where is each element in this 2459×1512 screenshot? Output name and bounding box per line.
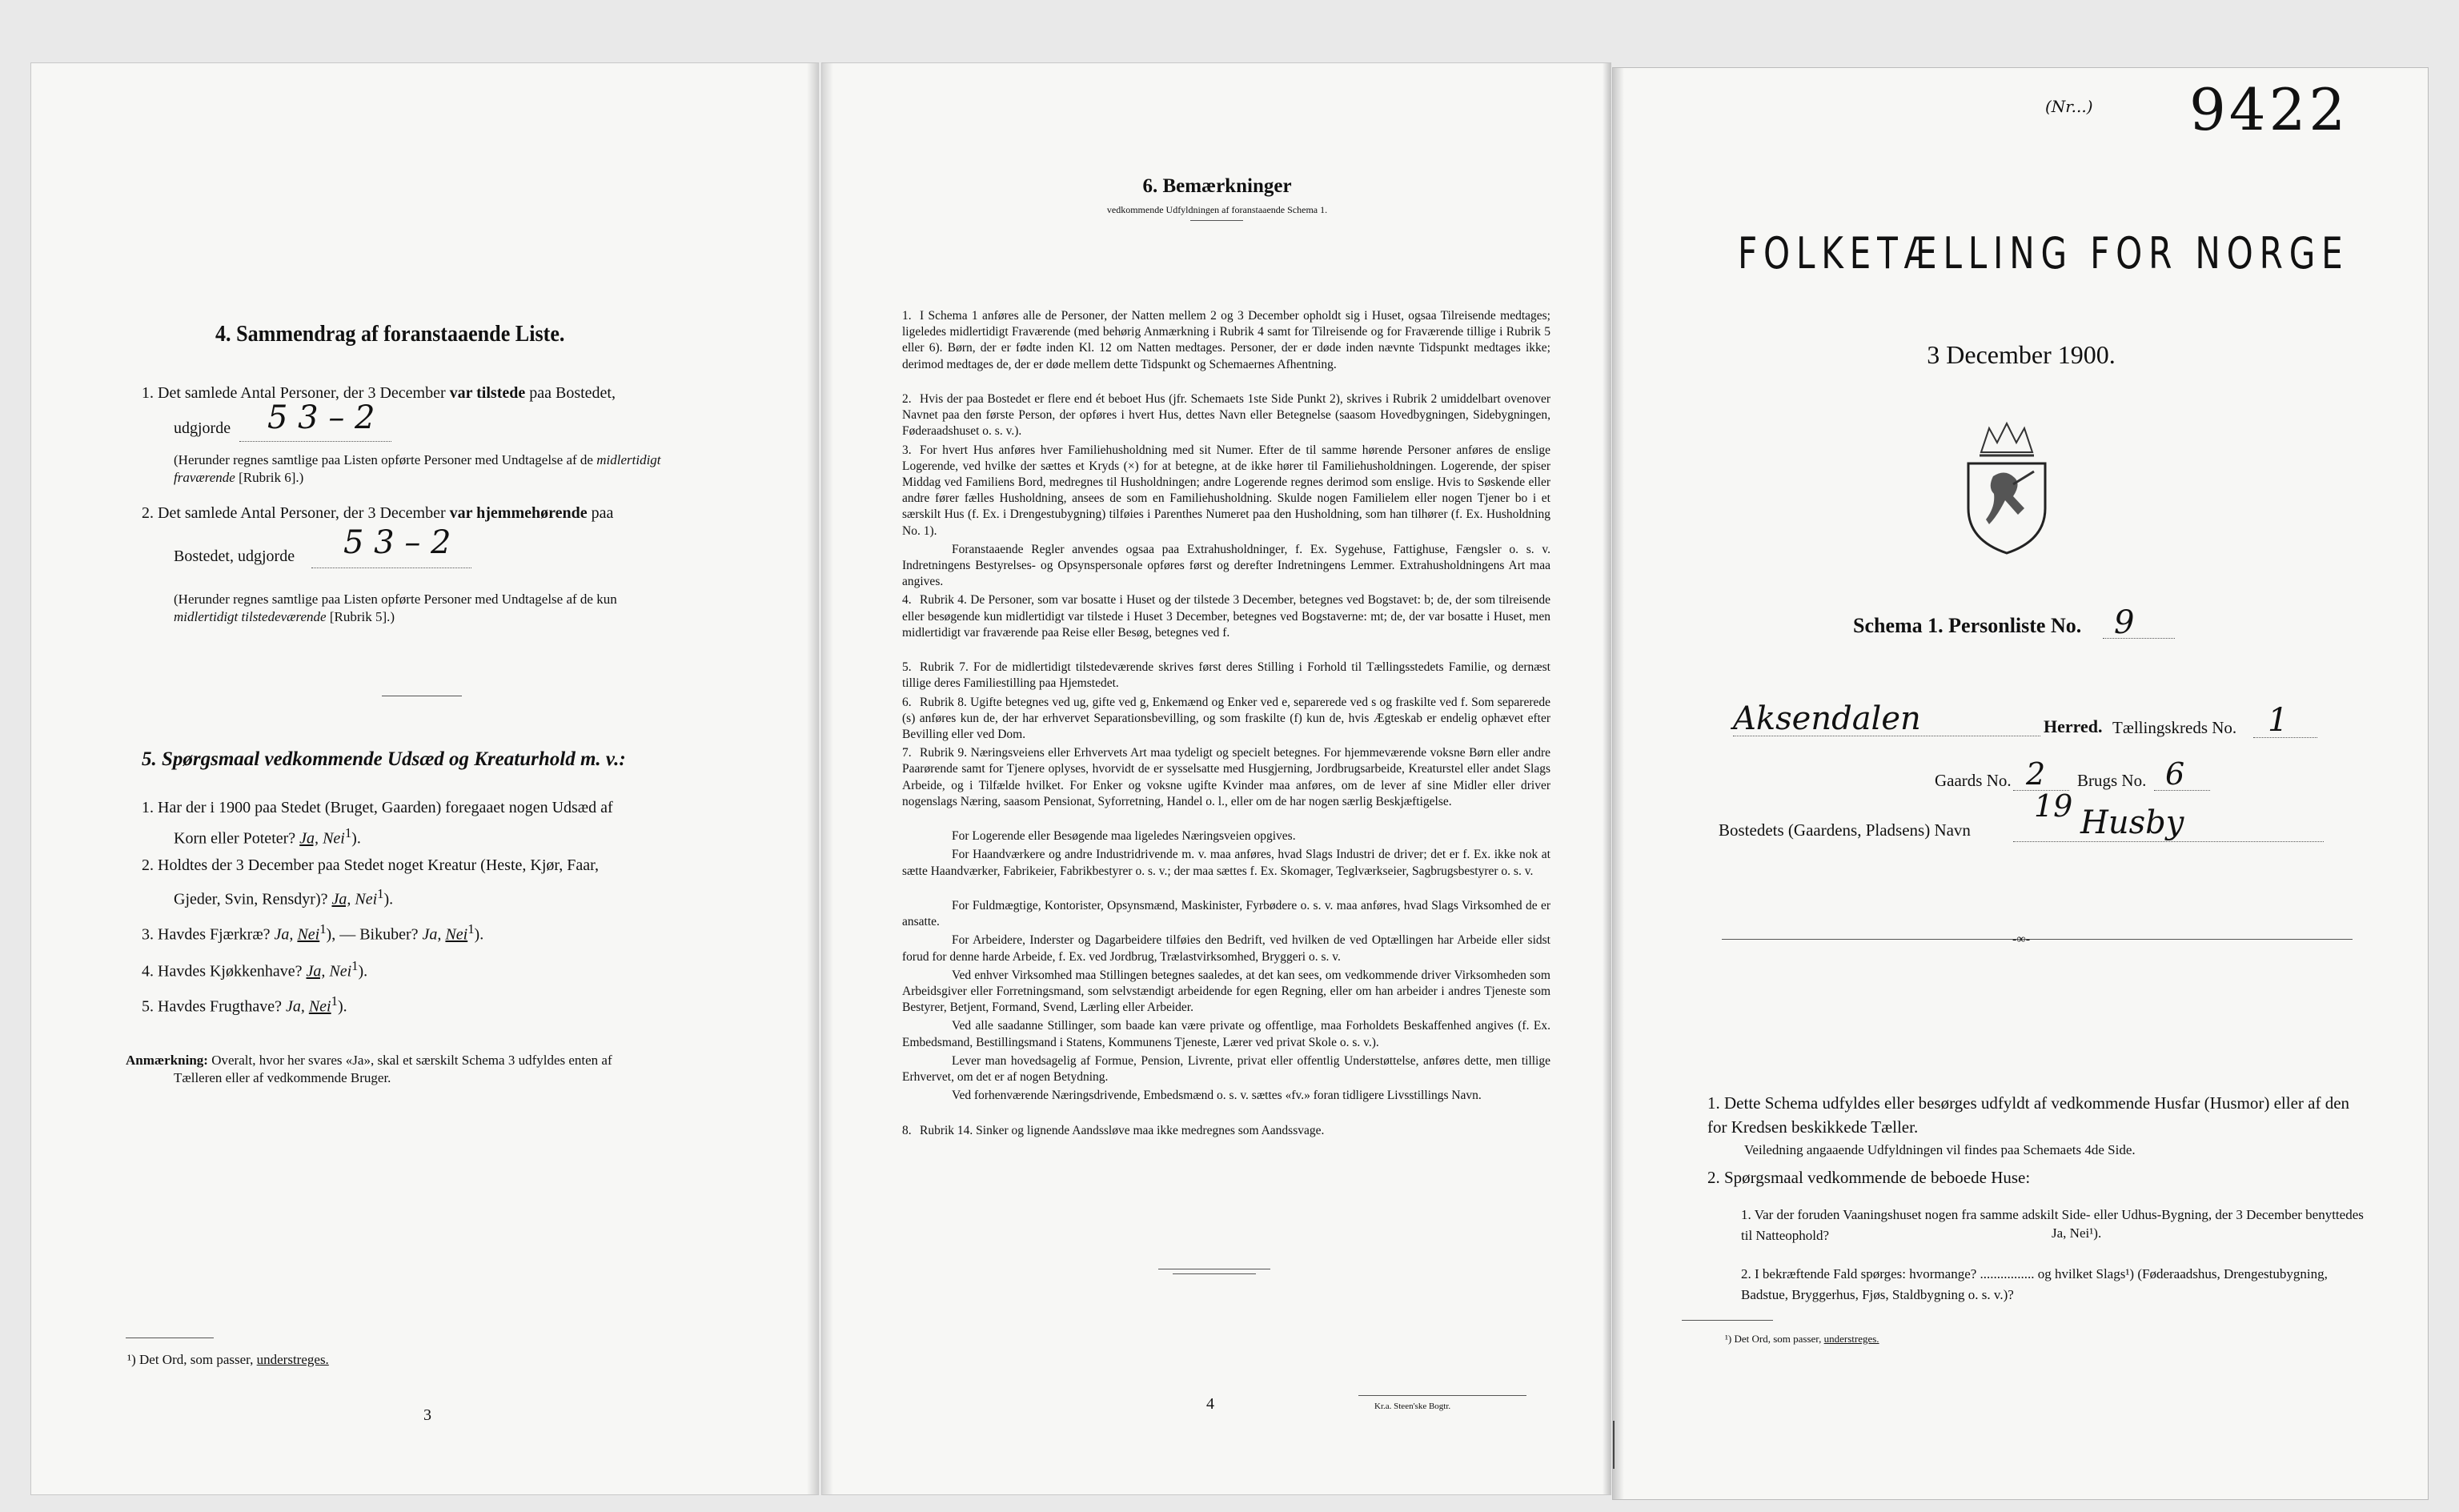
remark-item [902,968,1550,1017]
schema-label: Schema 1. Personliste No. [1853,614,2082,637]
remark-text: For Haandværkere og andre Industridrivende m. v. maa anføres, hvad Slags Industri de driver; det er f. Ex. ikke nok at sætte Haandværker, Fabrikeier, Fabrikbestyrer o. s. v.; der maa sættes f. Ex. Skomager, Teglværkseier, Sagbrugsbestyrer o. s. v. [902,848,1550,878]
remark-item [902,308,1550,373]
fill-line [2253,737,2317,738]
question-1: Korn eller Poteter? Ja, Nei$^1$). [174,825,361,848]
footnote: ¹) Det Ord, som passer, understreges. [1725,1333,1879,1345]
remark-item [902,1123,1550,1139]
remark: Anmærkning: Overalt, hvor her svares «Ja», skal et særskilt Schema 3 udfyldes enten af [126,1053,612,1068]
margin-mark [1613,1421,1615,1469]
remark-text: For Arbeidere, Inderster og Dagarbeidere tilføies den Bedrift, ved hvilken de ved Optællingen har Arbeide eller sidst forud for denne harde Arbeide, f. Ex. ved Jordbrug, Trælastvirksomhed, Bryggeri o. s. v. [902,933,1550,964]
remark-text: For Fuldmægtige, Kontorister, Opsynsmænd, Maskinister, Fyrbødere o. s. v. maa anføres, hvad Slags Virksomhed de er ansatte. [902,899,1550,929]
section4-item2: 2. Det samlede Antal Personer, der 3 December var hjemmehørende paa [142,504,614,522]
section5-title: 5. Spørgsmaal vedkommende Udsæd og Kreaturhold m. v.: [142,748,626,770]
question-2-line1: 2. Holdtes der 3 December paa Stedet noget Kreatur (Heste, Kjør, Faar, [142,856,599,874]
remark-number: 8. [902,1123,912,1137]
remark-number: 4. [902,593,912,608]
remark-item [902,443,1550,539]
section4-item1-line2: udgjorde [174,419,231,437]
bosted-label: Bostedets (Gaardens, Pladsens) Navn [1719,820,1971,840]
gutter-shadow [822,63,833,1494]
question-5: 5. Havdes Frugthave? Ja, Nei$^1$). [142,993,347,1016]
handwritten-total-resident: 5 3 – 2 [343,524,451,561]
section4-item1-note-2: fraværende [Rubrik 6].) [174,470,304,485]
remark-text: I Schema 1 anføres alle de Personer, der Natten mellem 2 og 3 December opholdt sig i Huset, ogsaa Tilreisende medtages; ligeledes midlertidigt Fraværende (med behørig Anmærkning i Rubrik 4 samt for Tilreisende og for Fraværende tillige i Rubrik 5 eller 6). Børn, der er fødte inden Kl. 12 om Natten medtages. Personer, der er døde inden nævnte Tidspunkt medtages ikke; derimod medtages de, der er døde mellem dette Tidspunkt og Schemaernes Afhentning. [902,309,1550,371]
remark-text: Rubrik 9. Næringsveiens eller Erhvervets Art maa tydeligt og specielt betegnes. For hjemmeværende voksne Børn eller andre Paarørende samt for Tjenere oplyses, hvorvidt de er sysselsatte med Husgjerning, Jordbrugsarbeide, Kreaturstel eller andet Slags Arbeide, og i Tilfælde hvilket. For Enker og voksne ugifte Kvinder maa anføres, om de lever af sine Midler eller driver nogenslags Næring, saasom Pensionat, Syforretning, Handel o. l., eller om de har nogen særlig Beskjæftigelse. [902,746,1550,808]
remark-text: For Logerende eller Besøgende maa ligeledes Næringsveien opgives. [952,829,1296,844]
form-title: FOLKETÆLLING FOR NORGE [1738,228,2349,279]
fill-line [2013,841,2324,842]
remark-text: Rubrik 8. Ugifte betegnes ved ug, gifte ved g, Enkemænd og Enker ved e, separerede ved s og fraskilte ved f. Som separerede (s) anføres kun de, der har erhvervet Separationsbevilling, og som fraskilte (f) kun de, hvis Ægteskab er endelig ophævet efter Bevilling eller ved Dom. [902,695,1550,741]
remark-item [902,695,1550,744]
remark-number: 7. [902,746,912,760]
kreds-number: 1 [2268,702,2289,739]
answer-nei: Nei [445,925,468,944]
personliste-number: 9 [2114,604,2135,641]
archive-note: (Nr...) [2045,97,2093,116]
answer-ja: Ja, [306,962,326,981]
remark-item [902,592,1550,641]
gutter-shadow [807,63,818,1494]
page-number: 3 [423,1406,431,1424]
remarks-subtitle: vedkommende Udfyldningen af foranstaaende Schema 1. [1106,204,1328,215]
page-number: 4 [1206,1395,1214,1413]
remark-item [902,1018,1550,1050]
remark-item [902,542,1550,591]
answer-nei: Nei [297,925,320,944]
remark-text: Ved enhver Virksomhed maa Stillingen betegnes saaledes, at det kan sees, om vedkommende driver Virksomheden som Arbeidsgiver eller Forretningsmand, som selvstændigt arbeidende for egen Regning, eller om han arbeider i andres Tjeneste som Bestyrer, Betjent, Formand, Svend, Lærling eller Arbeider. [902,968,1550,1015]
remark-text: Lever man hovedsagelig af Formue, Pension, Livrente, privat eller offentlig Understøttelse, anføres dette, men tillige Erhvervet, om det er af nogen Betydning. [902,1053,1550,1084]
printer-mark: Kr.a. Steen'ske Bogtr. [1374,1402,1451,1411]
remark-text: For hvert Hus anføres hver Familiehusholdning med sit Numer. Efter de til samme hørende Personer anføres de enslige Logerende, ved hvilke der sættes et Kryds (×) for at betegne, at de ikke hører til Familiehusholdningen. Logerende, der spiser Middag ved Familiens Bord, medregnes til Husholdningen; andre Logerende regnes derimod som enslige. Hvis to Søskende eller andre fører fælles Husholdning, ansees de som en Familiehusholdning. Skulde nogen Familielem eller nogen Tjener bo i et særskilt Hus (f. Ex. i Drengestubygning) tilføies i Parenthes Numeret paa den Husholdning, som han tilhører (f. Ex. Husholdning No. 1). [902,443,1550,538]
section4-item2-line2: Bostedet, udgjorde [174,547,295,565]
brugs-number: 6 [2165,756,2185,792]
question-1-line1: 1. Har der i 1900 paa Stedet (Bruget, Gaarden) foregaaet nogen Udsæd af [142,799,613,816]
gutter-shadow [1613,68,1624,1499]
footnote-rule [1682,1320,1773,1321]
page-left [30,62,819,1495]
bosted-number: 19 [2034,788,2073,824]
answer-nei: Nei [308,997,331,1016]
kreds-label: Tællingskreds No. [2112,718,2237,737]
archive-number: 9422 [2189,76,2349,143]
remark-text: Foranstaaende Regler anvendes ogsaa paa Extrahusholdninger, f. Ex. Sygehuse, Fattighuse, Fængsler o. s. v. Indretningens Bestyrelses- og Opsynspersonale opføres først og derefter Indretningens Lemmer. Extrahusholdningens Art maa angives. [902,542,1550,589]
instruction-2-question-1-answer: Ja, Nei¹). [2052,1225,2102,1241]
census-date: 3 December 1900. [1927,340,2116,369]
instruction-2: 2. Spørgsmaal vedkommende de beboede Huse: [1707,1168,2031,1187]
answer-ja: Ja, [331,890,351,908]
section4-item1-note: (Herunder regnes samtlige paa Listen opførte Personer med Undtagelse af de midlertidigt [174,452,661,467]
remark-text: Hvis der paa Bostedet er flere end ét beboet Hus (jfr. Schemaets 1ste Side Punkt 2), skrives i Rubrik 2 umiddelbart ovenover Navnet paa den første Person, der opføres i hvert Hus, dettes Navn eller Betegnelse (saasom Hovedbygningen, Sidebygningen, Føderaadshuset o. s. v.). [902,392,1550,439]
section4-item2-note: (Herunder regnes samtlige paa Listen opførte Personer med Undtagelse af de kun [174,592,617,607]
coat-of-arms-icon [1957,420,2056,556]
remark-text: Ved forhenværende Næringsdrivende, Embedsmænd o. s. v. sættes «fv.» foran tidligere Livsstillings Navn. [952,1089,1482,1103]
fill-line [2154,790,2210,791]
remark-number: 2. [902,392,912,406]
gutter-shadow [1603,63,1611,1494]
question-2: Gjeder, Svin, Rensdyr)? Ja, Nei$^1$). [174,886,394,908]
gaards-label: Gaards No. [1935,771,2012,790]
page-right [1612,67,2429,1500]
question-3: 3. Havdes Fjærkræ? Ja, Nei$^1$), — Bikuber? Ja, Nei$^1$). [142,921,484,944]
remark-item [902,745,1550,810]
remark-item [902,1053,1550,1085]
remark-text: Rubrik 4. De Personer, som var bosatte i Huset og der tilstede 3 December, betegnes ved Bogstavet: b; de, der som tilreisende eller besøgende kun midlertidigt var tilstede i Huset 3 December, betegnes ved Bogstaverne: mt; de, der var bosatte i Huset, men midlertidigt var fraværende paa Reise eller Besøg, betegnes ved f. [902,593,1550,640]
remark-item [902,898,1550,930]
remark-item [902,847,1550,879]
page-middle [821,62,1611,1495]
section4-title: 4. Sammendrag af foranstaaende Liste. [215,321,565,347]
remark-number: 3. [902,443,912,457]
remark-line2: Tælleren eller af vedkommende Bruger. [174,1070,391,1085]
instruction-1: 1. Dette Schema udfyldes eller besørges udfyldt af vedkommende Husfar (Husmor) eller af den for Kredsen beskikkede Tæller. [1707,1093,2350,1137]
remark-number: 1. [902,309,912,323]
answer-ja: Ja, [299,829,319,848]
remark-text: Rubrik 14. Sinker og lignende Aandssløve maa ikke medregnes som Aandssvage. [920,1123,1325,1137]
divider [1173,1273,1256,1274]
handwritten-total-present: 5 3 – 2 [267,399,375,436]
remarks-title: 6. Bemærkninger [1142,175,1292,197]
instruction-1-note: Veiledning angaaende Udfyldningen vil findes paa Schemaets 4de Side. [1744,1142,2136,1157]
instruction-2-question-1: 1. Var der foruden Vaaningshuset nogen fra samme adskilt Side- eller Udhus-Bygning, der 3 December benyttedes til Natteophold? [1741,1207,2364,1243]
remark-item [902,932,1550,965]
remark-item [902,1088,1550,1104]
question-4: 4. Havdes Kjøkkenhave? Ja, Nei$^1$). [142,958,368,981]
instruction-2-question-2: 2. I bekræftende Fald spørges: hvormange? ................ og hvilket Slags¹) (Føderaadshus, Drengestubygning, Badstue, Bryggerhus, Fjøs, Staldbygning o. s. v.)? [1741,1266,2328,1302]
remark-text: Ved alle saadanne Stillinger, som baade kan være private og offentlige, maa Forholdets Beskaffenhed angives (f. Ex. Embedsmand, Bestillingsmand i Statens, Kommunens Tjeneste, Lærer ved privat Skole o. s. v.). [902,1019,1550,1049]
divider [1190,220,1243,221]
gaards-number: 2 [2026,756,2046,792]
printer-rule [1358,1395,1526,1396]
footnote: ¹) Det Ord, som passer, understreges. [127,1352,329,1367]
fill-line [239,441,391,442]
herred-label: Herred. [2044,716,2103,736]
fill-line [2103,638,2175,639]
remark-text: Rubrik 7. For de midlertidigt tilstedeværende skrives først deres Stilling i Forhold til Tællingsstedets Familie, og dernæst tillige deres Familiestilling paa Hjemstedet. [902,660,1550,691]
remark-number: 5. [902,660,912,675]
remark-item [902,828,1550,844]
remark-number: 6. [902,695,912,709]
remark-item [902,391,1550,440]
ornament: -∞- [2012,932,2031,946]
section4-item2-note-2: midlertidigt tilstedeværende [Rubrik 5].) [174,609,395,624]
section4-item1: 1. Det samlede Antal Personer, der 3 December var tilstede paa Bostedet, [142,384,616,402]
remark-item [902,660,1550,692]
bosted-name: Husby [2080,804,2184,841]
herred-name: Aksendalen [1733,700,1921,737]
brugs-label: Brugs No. [2077,771,2147,790]
